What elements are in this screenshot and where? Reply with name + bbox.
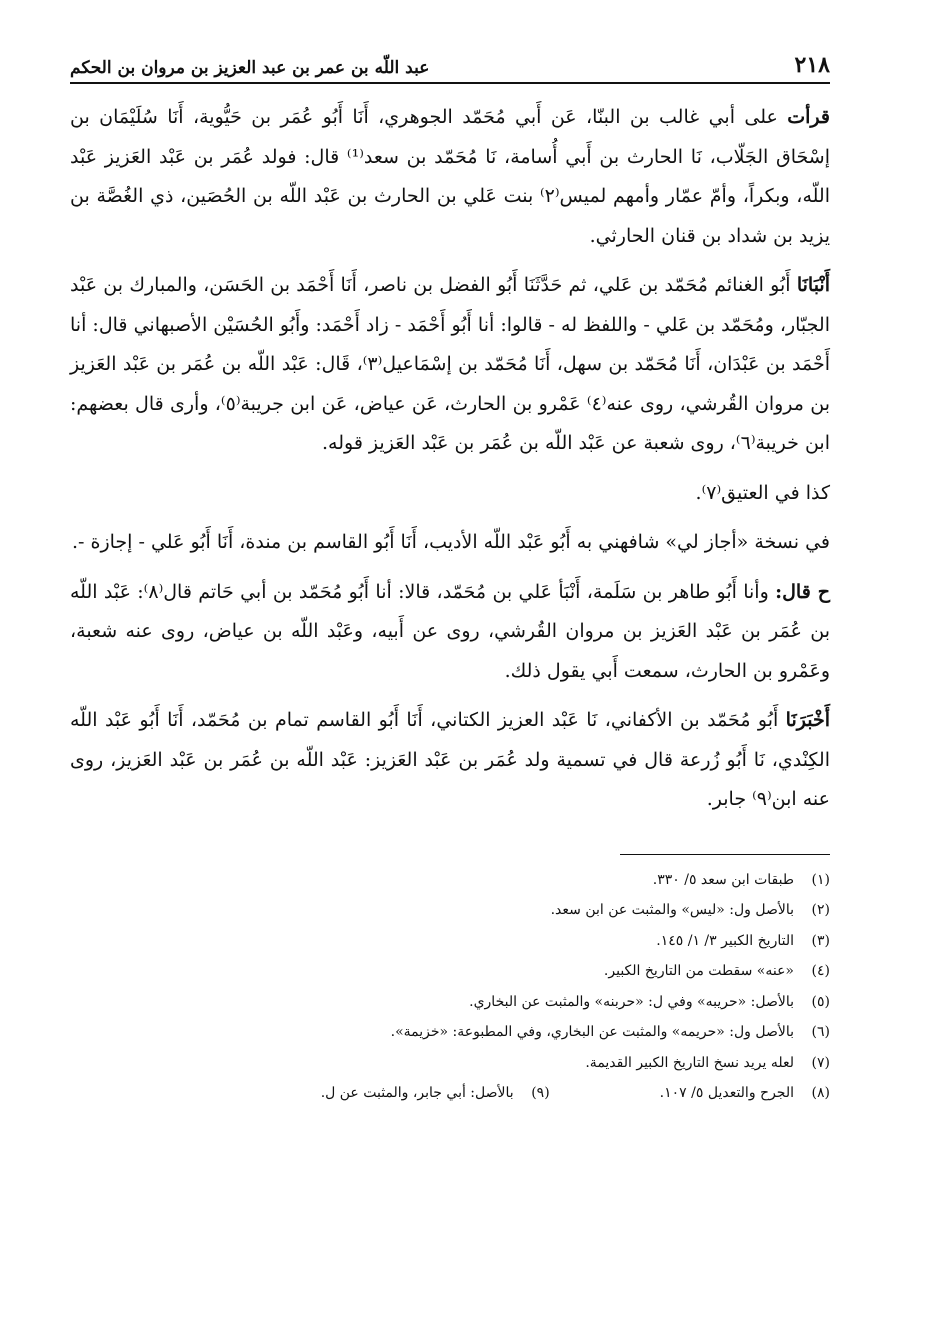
footnote	[70, 895, 830, 926]
footnote-number: (١)	[811, 871, 830, 888]
paragraph	[70, 98, 830, 256]
footnote-row	[70, 1078, 830, 1109]
paragraph	[70, 573, 830, 692]
footnote-text: الجرح والتعديل ٥/ ١٠٧.	[659, 1085, 794, 1101]
paragraph	[70, 701, 830, 820]
footnote-text: طبقات ابن سعد ٥/ ٣٣٠.	[652, 871, 794, 888]
footnote-text: لعله يريد نسخ التاريخ الكبير القديمة.	[585, 1054, 794, 1071]
page-number: ٢١٨	[794, 52, 830, 78]
footnote-number: (٧)	[811, 1054, 830, 1071]
paragraph-lead: قرأت	[787, 106, 830, 128]
footnote	[70, 1048, 830, 1079]
footnotes	[70, 865, 830, 1109]
paragraph-text: أَبُو مُحَمّد بن الأكفاني، نَا عَبْد العزيز الكتاني، أَنَا أَبُو القاسم تمام بن مُحَمّد، أَنَا أَبُو عَبْد اللّه الكِنْدي، نَا أَبُو زُرعة قال في تسمية ولد عُمَر بن عَبْد العَزيز: عَبْد اللّه بن عُمَر بن عَبْد العَزيز، روى عنه ابن⁽٩⁾ جابر.	[70, 709, 830, 810]
paragraph-lead: ح قال:	[775, 580, 830, 603]
footnote-text: التاريخ الكبير ٣/ ١/ ١٤٥.	[656, 932, 794, 949]
footnote-text: بالأصل ول: «ليس» والمثبت عن ابن سعد.	[550, 902, 794, 918]
footnote	[70, 865, 830, 896]
paragraph-text: كذا في العتيق⁽٧⁾.	[695, 481, 830, 504]
footnote	[70, 926, 830, 957]
footnote-number: (٣)	[811, 932, 830, 949]
footnote	[70, 1017, 830, 1048]
paragraph-text: أَبُو الغنائم مُحَمّد بن عَلي، ثم حَدَّثَنَا أَبُو الفضل بن ناصر، أَنَا أَحْمَد بن الحَسَن، والمبارك بن عَبْد الجبّار، ومُحَمّد بن عَلي - واللفظ له - قالوا: أنا أَبُو أَحْمَد - زاد أَحْمَد: وأَبُو الحُسَيْن الأصبهاني قال: أنا أَحْمَد بن عَبْدَان، أَنَا مُحَمّد بن سهل، أَنَا مُحَمّد بن إسْمَاعيل⁽٣⁾، قَال: عَبْد اللّه بن عُمَر بن عَبْد العَزيز بن مروان القُرشي، روى عنه⁽٤⁾ عَمْرو بن الحارث، عَن عياض، عَن ابن جريبة⁽٥⁾، وأرى قال بعضهم: ابن خريبة⁽٦⁾، روى شعبة عن عَبْد اللّه بن عُمَر بن عَبْد العَزيز قوله.	[70, 274, 830, 454]
footnote-number: (٤)	[811, 963, 830, 979]
footnote	[70, 987, 830, 1018]
paragraph-text: وأنا أَبُو طاهر بن سَلَمة، أَنْبَأ عَلي بن مُحَمّد، قالا: أنا أَبُو مُحَمّد بن أبي حَاتم قال⁽٨⁾: عَبْد اللّه بن عُمَر بن عَبْد العَزيز بن مروان القُرشي، روى عن أَبيه، وعَبْد اللّه بن عياض، روى عنه شعبة، وعَمْرو بن الحارث، سمعت أَبي يقول ذلك.	[70, 580, 830, 682]
footnote-text: «عنه» سقطت من التاريخ الكبير.	[603, 963, 794, 979]
footnote-number: (٩)	[531, 1085, 550, 1101]
footnote	[321, 1078, 550, 1109]
paragraph-lead: أَخْبَرَنَا	[785, 709, 830, 731]
footnote-number: (٦)	[811, 1024, 830, 1040]
footnote-divider	[620, 854, 830, 855]
running-title: عبد اللّه بن عمر بن عبد العزيز بن مروان بن الحكم	[70, 58, 430, 78]
paragraph-lead: أَنْبَانَا	[796, 274, 830, 296]
paragraph	[70, 474, 830, 514]
footnote-number: (٨)	[811, 1085, 830, 1101]
main-text	[70, 98, 830, 820]
footnote-text: بالأصل ول: «حريمه» والمثبت عن البخاري، وفي المطبوعة: «خزيمة».	[390, 1024, 794, 1040]
footnote	[660, 1078, 830, 1109]
footnote-number: (٥)	[811, 993, 830, 1010]
paragraph	[70, 523, 830, 563]
paragraph-text: في نسخة «أجاز لي» شافهني به أَبُو عَبْد اللّه الأديب، أَنَا أَبُو القاسم بن مندة، أَنَا أَبُو عَلي - إجازة -.	[72, 531, 830, 553]
page-header	[70, 40, 830, 84]
paragraph-text: على أبي غالب بن البنّا، عَن أَبي مُحَمّد الجوهري، أَنَا أَبُو عُمَر بن حَيُّوية، أَنَا سُلَيْمَان بن إسْحَاق الجَلّاب، نَا الحارث بن أَبي أُسامة، نَا مُحَمّد بن سعد⁽¹⁾ قال: فولد عُمَر بن عَبْد العَزيز عَبْد اللّه، وبكراً، وأمّ عمّار وأمهم لميس⁽٢⁾ بنت عَلي بن الحارث بن عَبْد اللّه بن الحُصَين، ذي الغُصَّة بن يزيد بن شداد بن قنان الحارثي.	[70, 106, 830, 247]
book-page	[70, 40, 830, 1300]
footnote-number: (٢)	[811, 902, 830, 918]
footnote	[70, 956, 830, 987]
footnote-text: بالأصل: أبي جابر، والمثبت عن ل.	[320, 1085, 514, 1101]
paragraph	[70, 266, 830, 464]
footnote-text: بالأصل: «حريبه» وفي ل: «حربنه» والمثبت عن البخاري.	[469, 993, 794, 1010]
